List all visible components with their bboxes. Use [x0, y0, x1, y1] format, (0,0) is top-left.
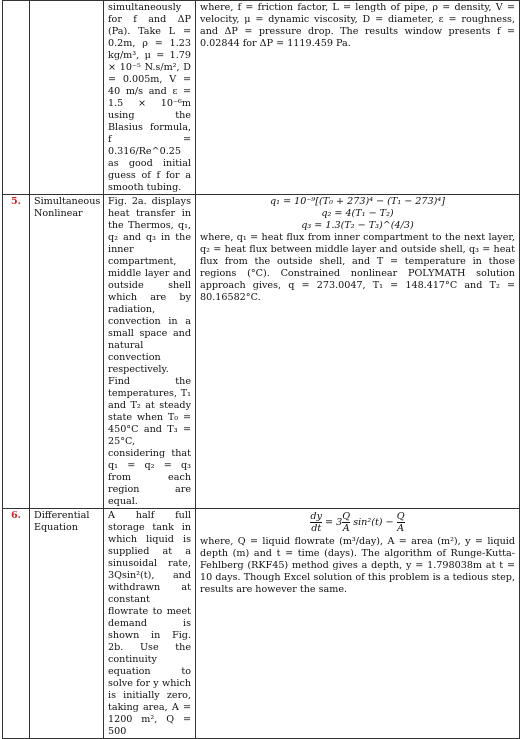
fraction-denominator: dt [311, 523, 322, 534]
row-category: Differential Equation [30, 509, 104, 739]
equation-q3: q₃ = 1.3(T₂ − T₃)^(4/3) [301, 220, 414, 231]
row-solution-cell [196, 1, 520, 195]
fraction-numerator: dy [310, 511, 322, 522]
table-row [3, 195, 520, 509]
row-category [30, 1, 104, 195]
fraction-denominator: A [342, 523, 350, 534]
fraction-q-a [397, 511, 405, 534]
row-description: where, Q = liquid flowrate (m³/day), A = area (m²), y = liquid depth (m) and t = time (days). The algorithm of Runge-Kutta-Fehlberg (RKF45) method gives a depth, y = 1.798038m at t = 10 days. Though Excel solution of this problem is a tedious step, results are however the same. [200, 536, 515, 595]
equation-text: sin²(t) − [353, 517, 394, 528]
table-row [3, 509, 520, 739]
row-problem: simultaneously for f and ΔP (Pa). Take L = 0.2m, ρ = 1.23 kg/m³, μ = 1.79 × 10⁻⁵ N.s/m², D = 0.005m, V = 40 m/s and ε = 1.5 × 10⁻⁶m using the Blasius formula, f = 0.316/Re^0.25 as good initial guess of f for a smooth tubing. [104, 1, 196, 195]
row-problem: A half full storage tank in which liquid is supplied at a sinusoidal rate, 3Qsin²(t), and withdrawn at constant flowrate to meet demand is shown in Fig. 2b. Use the continuity equation to solve for y which is initially zero, taking area, A = 1200 m², Q = 500 [104, 509, 196, 739]
methods-table [2, 0, 520, 739]
row-solution-cell [196, 195, 520, 509]
equation-text: = 3 [325, 517, 343, 528]
row-number: 6. [3, 509, 30, 739]
table-row [3, 1, 520, 195]
fraction-dy-dt [310, 511, 322, 534]
row-number: 5. [3, 195, 30, 509]
fraction-q-a [342, 511, 350, 534]
fraction-numerator: Q [396, 511, 405, 522]
row-category: Simultaneous Nonlinear [30, 195, 104, 509]
row-solution-cell [196, 509, 520, 739]
row-number [3, 1, 30, 195]
equation-q2: q₂ = 4(T₁ − T₂) [321, 208, 394, 219]
row-description: where, f = friction factor, L = length of pipe, ρ = density, V = velocity, μ = dynamic viscosity, D = diameter, ε = roughness, and ΔP = pressure drop. The results window presents f = 0.02844 for ΔP = 1119.459 Pa. [200, 2, 515, 49]
fraction-numerator: Q [342, 511, 351, 522]
equation-q1: q₁ = 10⁻⁹[(T₀ + 273)⁴ − (T₁ − 273)⁴] [270, 196, 445, 207]
differential-equation [200, 511, 515, 534]
fraction-denominator: A [397, 523, 405, 534]
row-description: where, q₁ = heat flux from inner compartment to the next layer, q₂ = heat flux between middle layer and outside shell, q₃ = heat flux from the outside shell, and T = temperature in those regions (°C). Constrained nonlinear POLYMATH solution approach gives, q = 273.0047, T₁ = 148.417°C and T₂ = 80.16582°C. [200, 232, 515, 303]
row-problem: Fig. 2a. displays heat transfer in the Thermos, q₁, q₂ and q₃ in the inner compartment, middle layer and outside shell which are by radiation, convection in a small space and natural convection respectively. Find the temperatures, T₁ and T₂ at steady state when T₀ = 450°C and T₃ = 25°C, considering that q₁ = q₂ = q₃ from each region are equal. [104, 195, 196, 509]
